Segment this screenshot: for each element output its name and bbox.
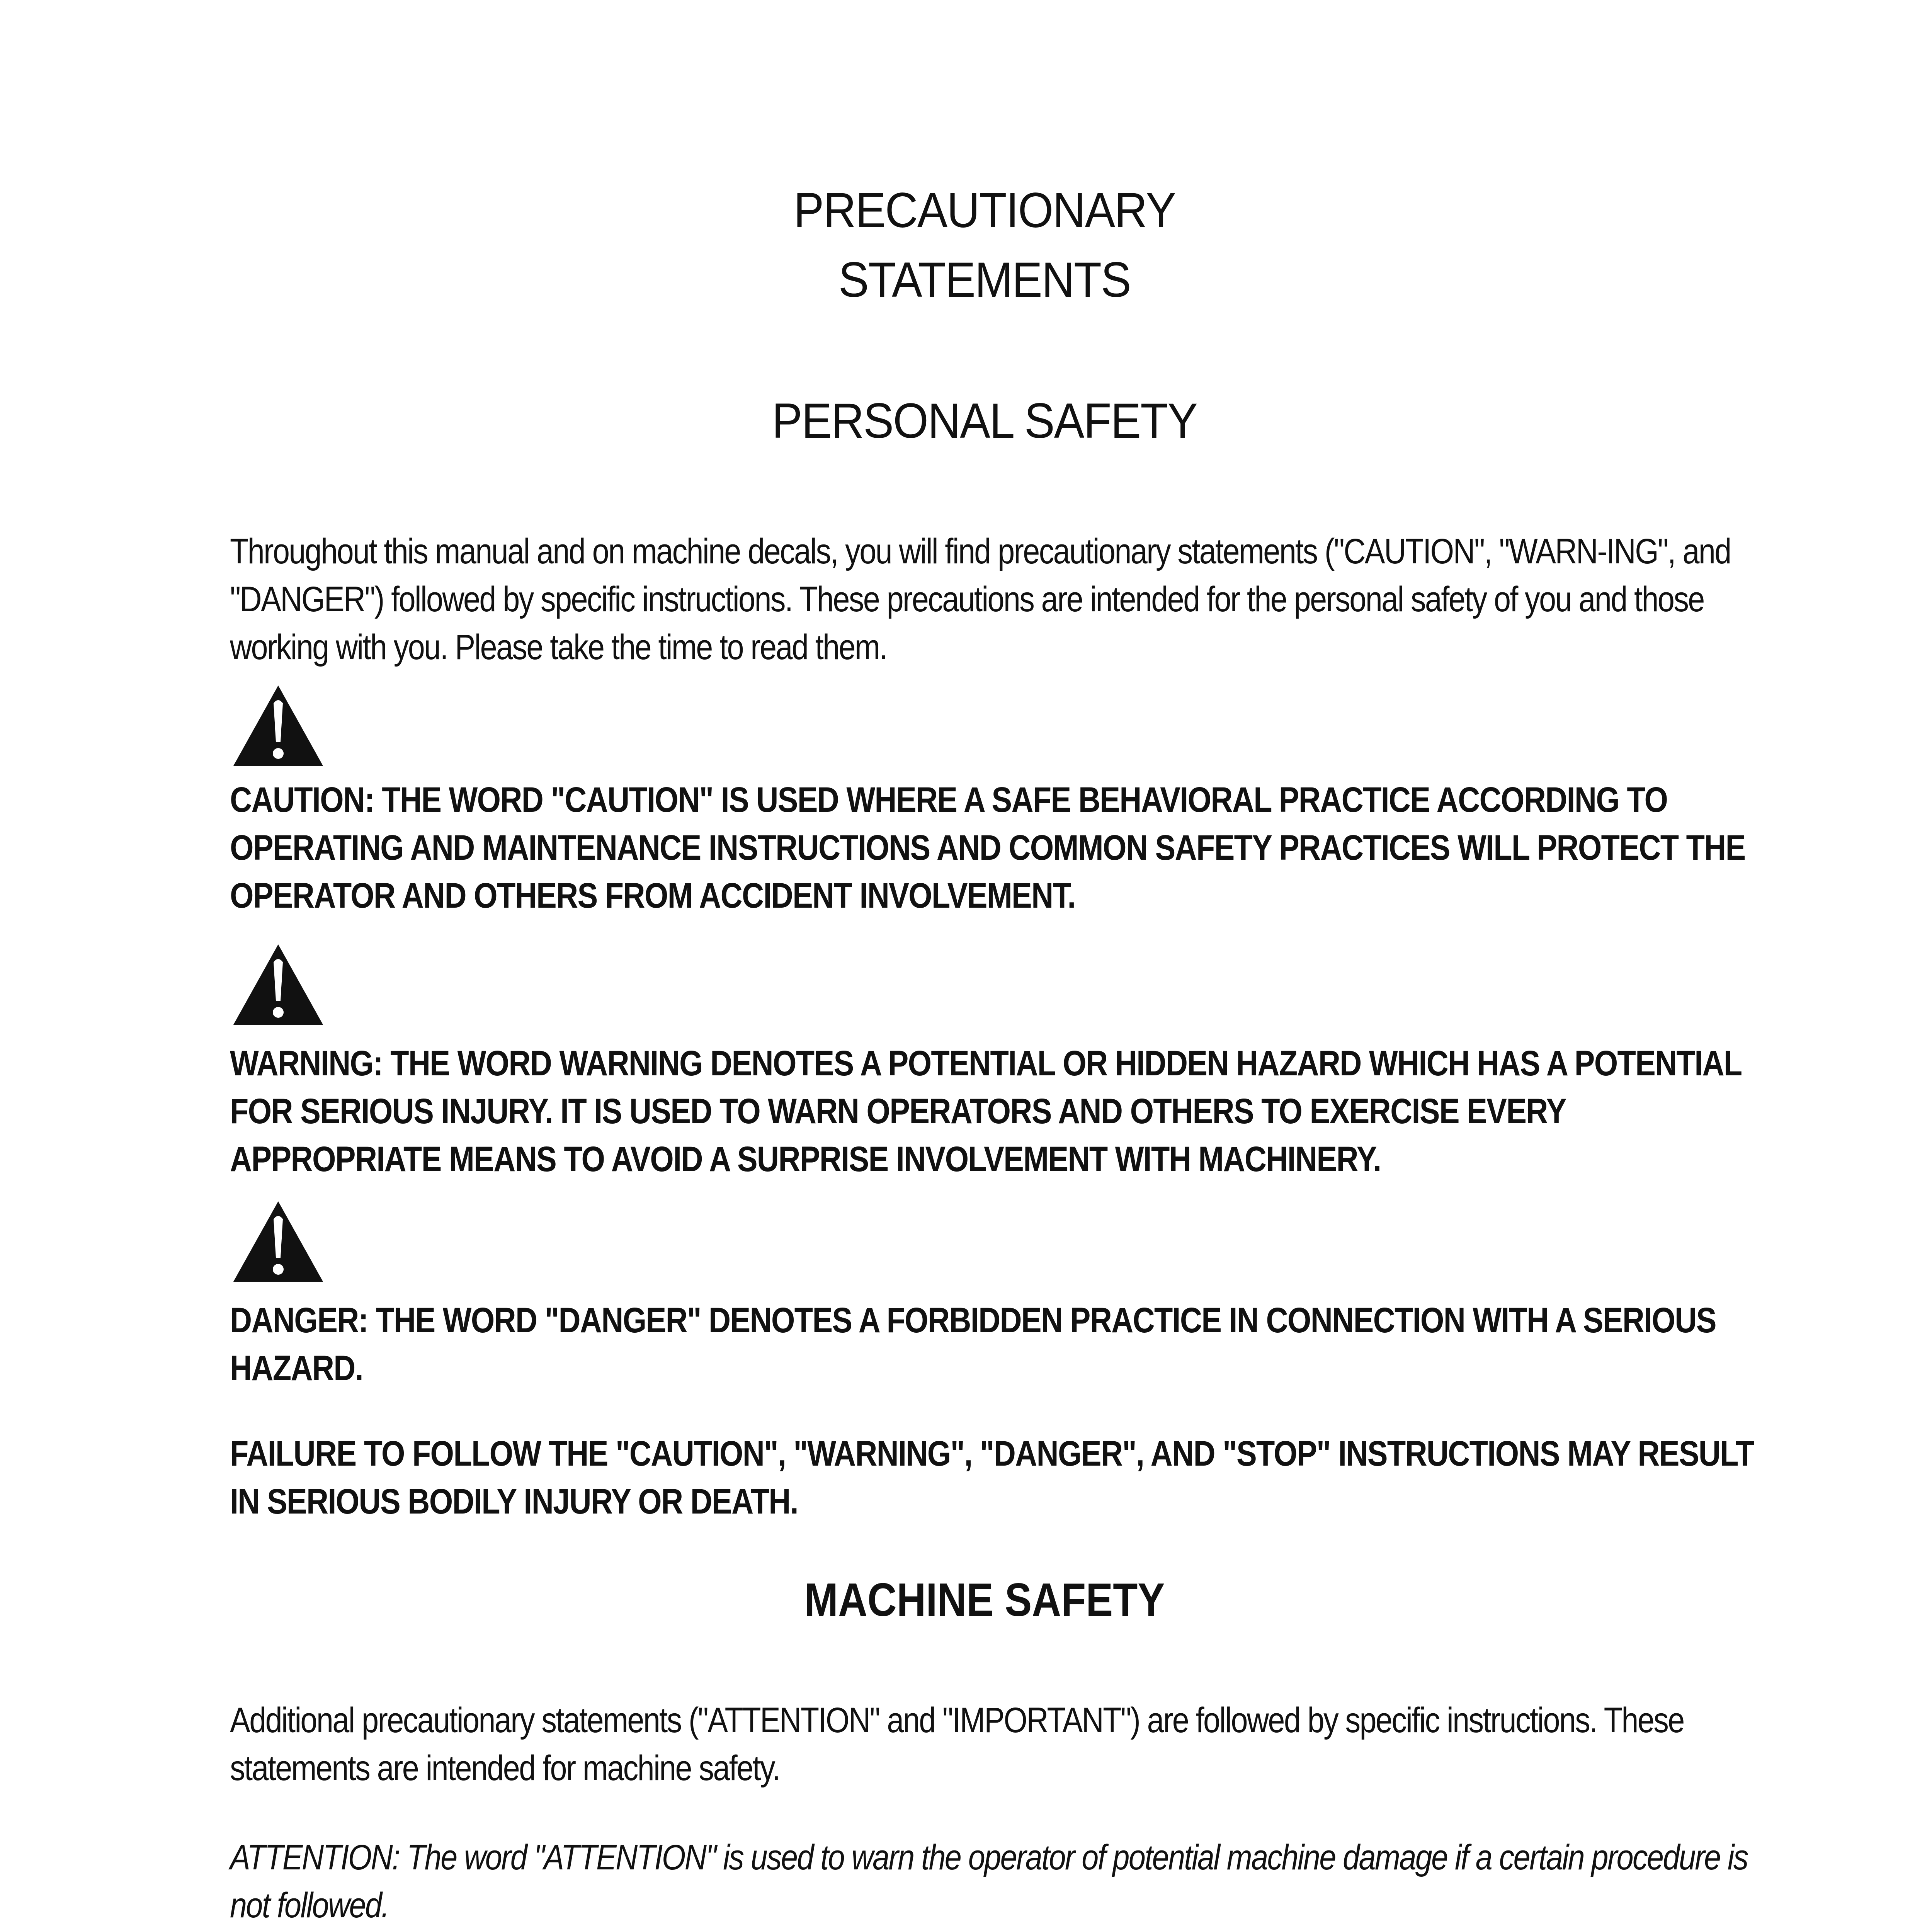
- warning-statement: WARNING: THE WORD WARNING DENOTES A POTENTIAL OR HIDDEN HAZARD WHICH HAS A POTENTIAL FOR SERIOUS INJURY. IT IS USED TO WARN OPERATORS AND OTHERS TO EXERCISE EVERY APPROPRIATE MEANS TO AVOID A SURPRISE INVOLVEMENT WITH MACHINERY.: [230, 1044, 1742, 1179]
- page-title-line-2: STATEMENTS: [838, 252, 1131, 308]
- machine-safety-heading: MACHINE SAFETY: [804, 1573, 1165, 1626]
- warning-triangle-icon: [232, 684, 325, 767]
- page-title-line-1: PRECAUTIONARY: [793, 183, 1176, 238]
- attention-statement: ATTENTION: The word "ATTENTION" is used to warn the operator of potential machine damage if a certain procedure is not followed.: [230, 1838, 1748, 1925]
- machine-safety-intro: Additional precautionary statements ("ATTENTION" and "IMPORTANT") are followed by specific instructions. These statements are intended for machine safety.: [230, 1701, 1684, 1788]
- failure-statement: FAILURE TO FOLLOW THE "CAUTION", "WARNING", "DANGER", AND "STOP" INSTRUCTIONS MAY RESULT IN SERIOUS BODILY INJURY OR DEATH.: [230, 1434, 1754, 1521]
- personal-safety-intro: Throughout this manual and on machine decals, you will find precautionary statements ("CAUTION", "WARN-ING", and "DANGER") followed by specific instructions. These precautions are intended for the personal safety of you and those working with you. Please take the time to read them.: [230, 532, 1731, 667]
- caution-statement: CAUTION: THE WORD "CAUTION" IS USED WHERE A SAFE BEHAVIORAL PRACTICE ACCORDING TO OPERATING AND MAINTENANCE INSTRUCTIONS AND COMMON SAFETY PRACTICES WILL PROTECT THE OPERATOR AND OTHERS FROM ACCIDENT INVOLVEMENT.: [230, 780, 1745, 915]
- personal-safety-heading: PERSONAL SAFETY: [772, 393, 1197, 449]
- warning-triangle-icon: [232, 943, 325, 1026]
- danger-statement: DANGER: THE WORD "DANGER" DENOTES A FORBIDDEN PRACTICE IN CONNECTION WITH A SERIOUS HAZARD.: [230, 1301, 1716, 1388]
- warning-triangle-icon: [232, 1200, 325, 1283]
